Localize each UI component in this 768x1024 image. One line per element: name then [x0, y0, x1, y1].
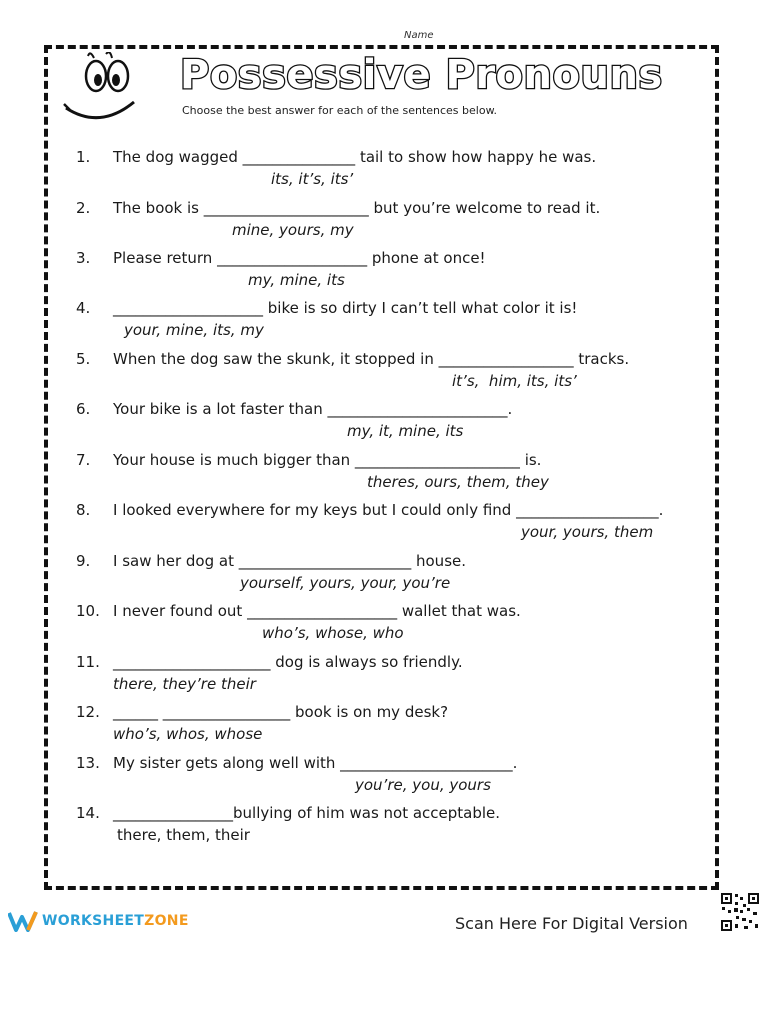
question-text: ______ _________________ book is on my desk?: [113, 703, 449, 721]
answer-options: who’s, whose, who: [262, 624, 404, 642]
question-number: 10.: [76, 602, 100, 620]
question-number: 13.: [76, 754, 100, 772]
question-number: 14.: [76, 804, 100, 822]
question-text: Your bike is a lot faster than ________________________.: [113, 400, 513, 418]
question-number: 8.: [76, 501, 91, 519]
question-text: When the dog saw the skunk, it stopped in __________________ tracks.: [113, 350, 630, 368]
brand-part2: ZONE: [144, 913, 189, 929]
question-text: I never found out ____________________ wallet that was.: [113, 602, 521, 620]
instructions: Choose the best answer for each of the sentences below.: [182, 104, 498, 117]
question-text: The book is ______________________ but you’re welcome to read it.: [113, 199, 601, 217]
question-number: 6.: [76, 400, 91, 418]
question-number: 7.: [76, 451, 91, 469]
answer-options: there, they’re their: [113, 675, 256, 693]
brand-name: [42, 913, 189, 929]
answer-options: there, them, their: [117, 826, 250, 844]
question-text: I looked everywhere for my keys but I could only find ___________________.: [113, 501, 664, 519]
question-text: Please return ____________________ phone at once!: [113, 249, 486, 267]
cartoon-face-icon: [60, 52, 146, 128]
answer-options: its, it’s, its’: [271, 170, 354, 188]
answer-options: you’re, you, yours: [355, 776, 491, 794]
answer-options: who’s, whos, whose: [113, 725, 263, 743]
name-label: Name: [404, 30, 434, 41]
answer-options: mine, yours, my: [232, 221, 354, 239]
question-text: _____________________ dog is always so friendly.: [113, 653, 463, 671]
answer-options: theres, ours, them, they: [367, 473, 549, 491]
answer-options: it’s, him, its, its’: [452, 372, 577, 390]
question-number: 11.: [76, 653, 100, 671]
question-text: The dog wagged _______________ tail to show how happy he was.: [113, 148, 597, 166]
question-text: Your house is much bigger than ______________________ is.: [113, 451, 542, 469]
question-number: 3.: [76, 249, 91, 267]
answer-options: your, mine, its, my: [124, 321, 264, 339]
w-logo-icon: [8, 910, 38, 932]
answer-options: yourself, yours, your, you’re: [240, 574, 451, 592]
question-text: My sister gets along well with _______________________.: [113, 754, 518, 772]
question-text: ________________bullying of him was not acceptable.: [113, 804, 501, 822]
worksheetzone-logo[interactable]: [8, 910, 189, 932]
question-number: 9.: [76, 552, 91, 570]
question-number: 4.: [76, 299, 91, 317]
qr-code-icon[interactable]: [720, 892, 760, 932]
question-number: 2.: [76, 199, 91, 217]
brand-part1: WORKSHEET: [42, 913, 145, 929]
question-text: ____________________ bike is so dirty I can’t tell what color it is!: [113, 299, 578, 317]
question-text: I saw her dog at _______________________ house.: [113, 552, 467, 570]
answer-options: my, it, mine, its: [347, 422, 464, 440]
answer-options: my, mine, its: [248, 271, 345, 289]
question-number: 1.: [76, 148, 91, 166]
answer-options: your, yours, them: [521, 523, 654, 541]
question-number: 5.: [76, 350, 91, 368]
question-number: 12.: [76, 703, 100, 721]
page-title: Possessive Pronouns: [180, 52, 663, 98]
scan-text: Scan Here For Digital Version: [455, 914, 688, 933]
